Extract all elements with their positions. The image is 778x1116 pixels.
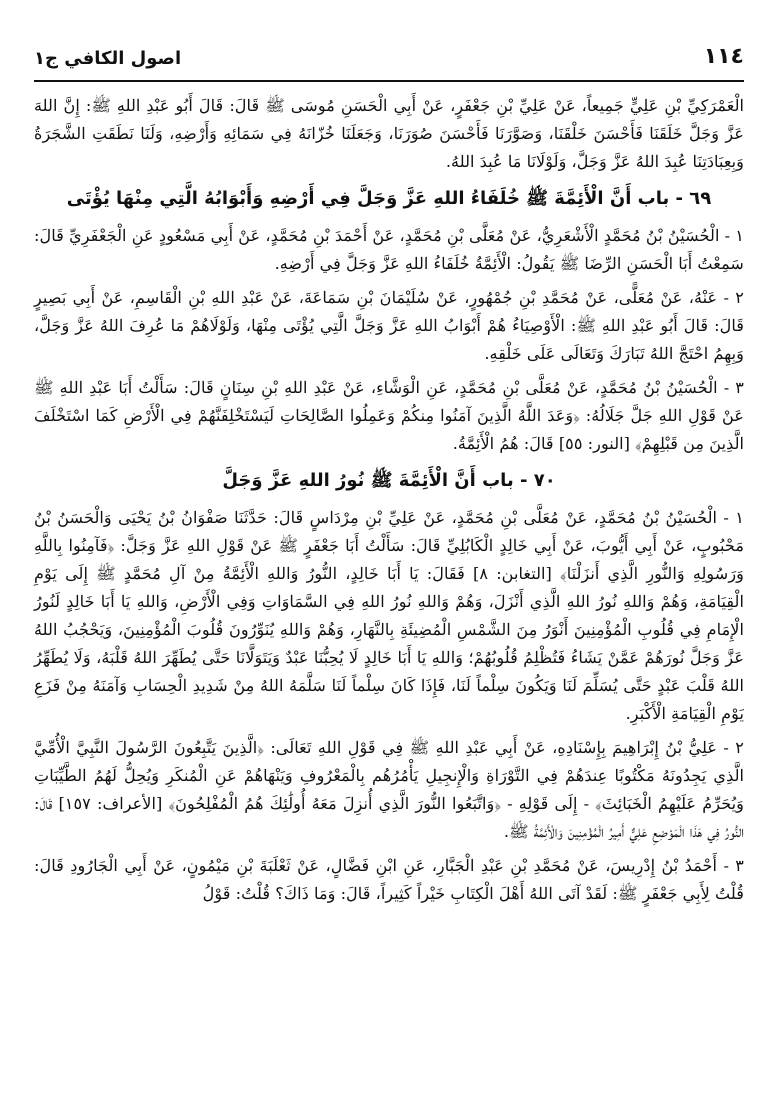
hadith-paragraph: ٣ - الْحُسَيْنُ بْنُ مُحَمَّدٍ، عَنْ مُعَلَّى بْنِ مُحَمَّدٍ، عَنِ الْوَشَّاءِ، عَنْ عَبْدِ اللهِ بْنِ سِنَانٍ قَالَ: سَأَلْتُ أَبَا عَبْدِ اللهِ ﷺ عَنْ قَوْلِ اللهِ جَلَّ جَلَالُهُ: ﴿وَعَدَ اللَّهُ الَّذِينَ آمَنُوا مِنكُمْ وَعَمِلُوا الصَّالِحَاتِ لَيَسْتَخْلِفَنَّهُمْ فِي الْأَرْضِ كَمَا اسْتَخْلَفَ الَّذِينَ مِن قَبْلِهِمْ﴾ [النور: ٥٥] قَالَ: هُمُ الْأَئِمَّةُ. xyxy=(34,378,744,453)
hadith-paragraph: ٢ - عَنْهُ، عَنْ مُعَلًّى، عَنْ مُحَمَّدِ بْنِ جُمْهُورٍ، عَنْ سُلَيْمَانَ بْنِ سَمَاعَةَ، عَنْ عَبْدِ اللهِ بْنِ الْقَاسِمِ، عَنْ أَبِي بَصِيرٍ قَالَ: قَالَ أَبُو عَبْدِ اللهِ ﷺ: الْأَوْصِيَاءُ هُمْ أَبْوَابُ اللهِ عَزَّ وَجَلَّ الَّتِي يُؤْتَى مِنْهَا، وَلَوْلَاهُمْ مَا عُرِفَ اللهُ عَزَّ وَجَلَّ، وَبِهِمُ احْتَجَّ اللهُ تَبَارَكَ وَتَعَالَى عَلَى خَلْقِهِ. xyxy=(34,288,744,363)
hadith-paragraph: ٢ - عَلِيُّ بْنُ إِبْرَاهِيمَ بِإِسْنَادِهِ، عَنْ أَبِي عَبْدِ اللهِ ﷺ فِي قَوْلِ اللهِ تَعَالَى: ﴿الَّذِينَ يَتَّبِعُونَ الرَّسُولَ النَّبِيَّ الْأُمِّيَّ الَّذِي يَجِدُونَهُ مَكْتُوبًا عِندَهُمْ فِي التَّوْرَاةِ وَالْإِنجِيلِ يَأْمُرُهُم بِالْمَعْرُوفِ وَيَنْهَاهُمْ عَنِ الْمُنكَرِ وَيُحِلُّ لَهُمُ الطَّيِّبَاتِ وَيُحَرِّمُ عَلَيْهِمُ الْخَبَائِثَ﴾ - إِلَى قَوْلِهِ - ﴿وَاتَّبَعُوا النُّورَ الَّذِي أُنزِلَ مَعَهُ أُولَٰئِكَ هُمُ الْمُفْلِحُونَ﴾ [الأعراف: ١٥٧] قَالَ: النُّورُ فِي هَذَا الْمَوْضِعِ عَلِيٌّ أَمِيرُ الْمُؤْمِنِينَ وَالْأَئِمَّةُ ﷺ. xyxy=(34,738,744,841)
paragraph-continuation: الْعَمْرَكِيِّ بْنِ عَلِيٍّ جَمِيعاً، عَنْ عَلِيِّ بْنِ جَعْفَرٍ، عَنْ أَبِي الْحَسَنِ مُوسَى ﷺ قَالَ: قَالَ أَبُو عَبْدِ اللهِ ﷺ: إِنَّ اللهَ عَزَّ وَجَلَّ خَلَقَنَا فَأَحْسَنَ خَلْقَنَا، وَصَوَّرَنَا فَأَحْسَنَ صُوَرَنَا، وَجَعَلَنَا خُزّانَهُ فِي سَمَائِهِ وَأَرْضِهِ، وَلَنَا نَطَقَتِ الشَّجَرَةُ وَبِعِبَادَتِنَا عُبِدَ اللهُ عَزَّ وَجَلَّ، وَلَوْلَانَا مَا عُبِدَ اللهُ. xyxy=(34,96,744,171)
hadith-paragraph: ١ - الْحُسَيْنُ بْنُ مُحَمَّدٍ الْأَشْعَرِيُّ، عَنْ مُعَلَّى بْنِ مُحَمَّدٍ، عَنْ أَحْمَدَ بْنِ مُحَمَّدٍ، عَنْ أَبِي مَسْعُودٍ عَنِ الْجَعْفَرِيِّ قَالَ: سَمِعْتُ أَبَا الْحَسَنِ الرِّضَا ﷺ يَقُولُ: الْأَئِمَّةُ خُلَفَاءُ اللهِ عَزَّ وَجَلَّ فِي أَرْضِهِ. xyxy=(34,226,744,273)
chapter-heading-70: ٧٠ - باب أَنَّ الْأَئِمَّةَ ﷺ نُورُ اللهِ عَزَّ وَجَلَّ xyxy=(222,470,556,491)
hadith-paragraph: ٣ - أَحْمَدُ بْنُ إِدْرِيسَ، عَنْ مُحَمَّدِ بْنِ عَبْدِ الْجَبَّارِ، عَنِ ابْنِ فَضَّالٍ، عَنْ ثَعْلَبَةَ بْنِ مَيْمُونٍ، عَنْ أَبِي الْجَارُودِ قَالَ: قُلْتُ لِأَبِي جَعْفَرٍ ﷺ: لَقَدْ آتَى اللهُ أَهْلَ الْكِتَابِ خَيْراً كَثِيراً، قَالَ: وَمَا ذَاكَ؟ قُلْتُ: قَوْلُ xyxy=(34,856,744,903)
chapter-heading-69: ٦٩ - باب أَنَّ الْأَئِمَّةَ ﷺ خُلَفَاءُ اللهِ عَزَّ وَجَلَّ فِي أَرْضِهِ وَأَبْوَابُهُ الَّتِي مِنْهَا يُؤْتَى xyxy=(66,188,712,209)
page-number: ١١٤ xyxy=(703,44,744,69)
book-title: اصول الكافي ج۱ xyxy=(34,48,182,69)
page-header xyxy=(34,40,744,82)
hadith-paragraph: ١ - الْحُسَيْنُ بْنُ مُحَمَّدٍ، عَنْ مُعَلَّى بْنِ مُحَمَّدٍ، عَنْ عَلِيِّ بْنِ مِرْدَاسٍ قَالَ: حَدَّثَنَا صَفْوَانُ بْنُ يَحْيَى وَالْحَسَنُ بْنُ مَحْبُوبٍ، عَنْ أَبِي أَيُّوبَ، عَنْ أَبِي خَالِدٍ الْكَابُلِيِّ قَالَ: سَأَلْتُ أَبَا جَعْفَرٍ ﷺ عَنْ قَوْلِ اللهِ عَزَّ وَجَلَّ: ﴿فَآمِنُوا بِاللَّهِ وَرَسُولِهِ وَالنُّورِ الَّذِي أَنزَلْنَا﴾ [التغابن: ٨] فَقَالَ: يَا أَبَا خَالِدٍ، النُّورُ وَاللهِ الْأَئِمَّةُ مِنْ آلِ مُحَمَّدٍ ﷺ إِلَى يَوْمِ الْقِيَامَةِ، وَهُمْ وَاللهِ نُورُ اللهِ الَّذِي أَنْزَلَ، وَهُمْ وَاللهِ نُورُ اللهِ فِي السَّمَاوَاتِ وَفِي الْأَرْضِ، وَاللهِ يَا أَبَا خَالِدٍ لَنُورُ الْإِمَامِ فِي قُلُوبِ الْمُؤْمِنِينَ أَنْوَرُ مِنَ الشَّمْسِ الْمُضِيئَةِ بِالنَّهَارِ، وَهُمْ وَاللهِ يُنَوِّرُونَ قُلُوبَ الْمُؤْمِنِينَ، وَيَحْجُبُ اللهُ عَزَّ وَجَلَّ نُورَهُمْ عَمَّنْ يَشَاءُ فَتُظْلِمُ قُلُوبُهُمْ؛ وَاللهِ يَا أَبَا خَالِدٍ لَا يُحِبُّنَا عَبْدٌ وَيَتَوَلَّانَا حَتَّى يُطَهِّرَ اللهُ قَلْبَهُ، وَلَا يُطَهِّرُ اللهُ قَلْبَ عَبْدٍ حَتَّى يُسَلِّمَ لَنَا وَيَكُونَ سِلْماً لَنَا، فَإِذَا كَانَ سِلْماً لَنَا سَلَّمَهُ اللهُ مِنْ شَدِيدِ الْحِسَابِ وَآمَنَهُ مِنْ فَزَعِ يَوْمِ الْقِيَامَةِ الْأَكْبَرِ. xyxy=(34,508,744,723)
page-body xyxy=(34,92,744,914)
